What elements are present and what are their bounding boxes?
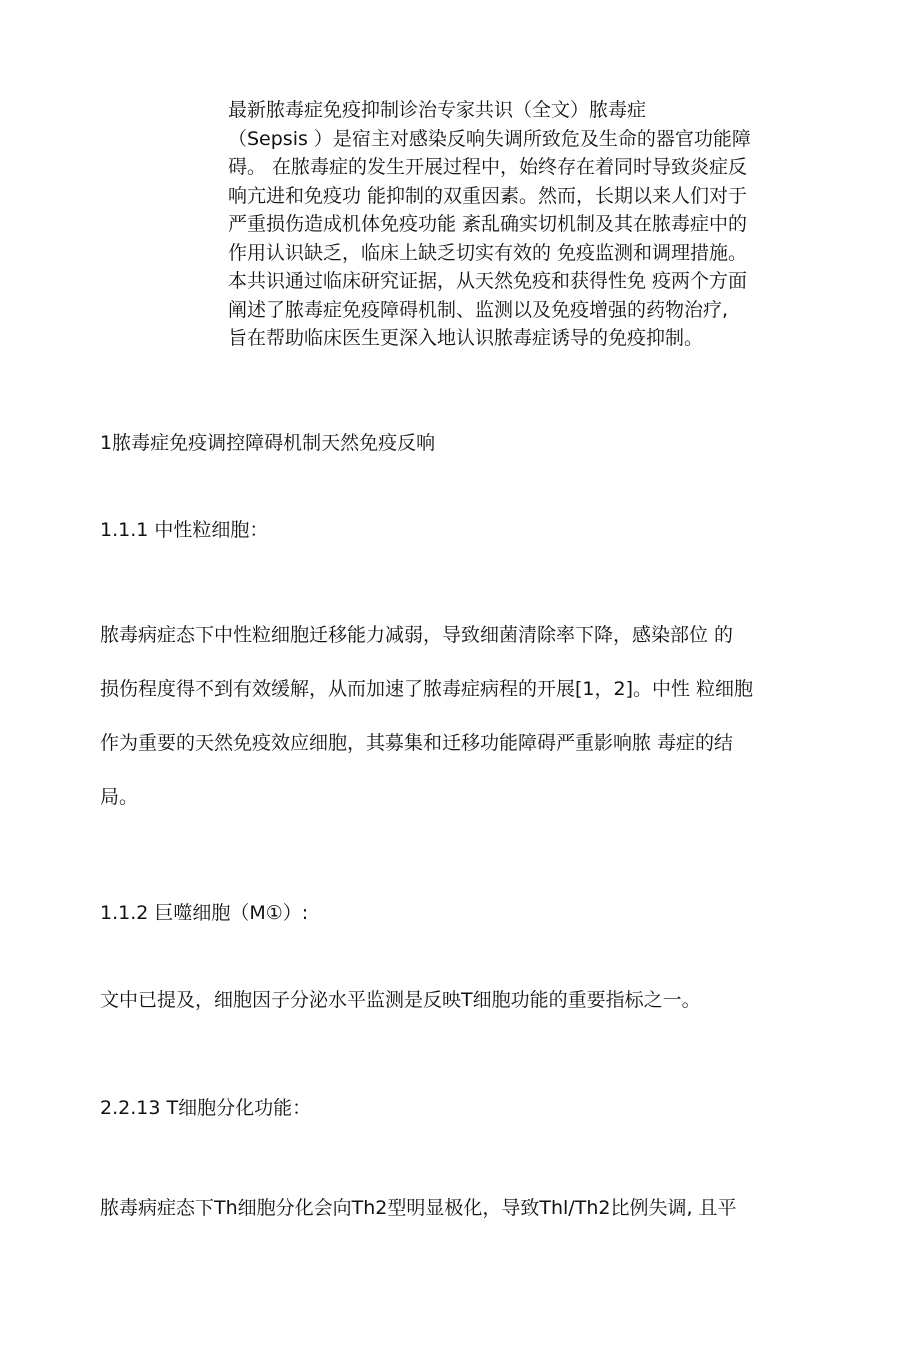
intro-line: 响亢进和免疫功 能抑制的双重因素。然而，长期以来人们对于 — [228, 184, 748, 207]
paragraph-neutrophil — [100, 622, 830, 812]
section-heading-1-1-1: 1.1.1 中性粒细胞： — [100, 519, 269, 541]
intro-line: 旨在帮助临床医生更深入地认识脓毒症诱导的免疫抑制。 — [228, 327, 704, 349]
paragraph-macrophage — [100, 987, 830, 1017]
section-heading-1-1-2: 1.1.2 巨噬细胞（M①）: — [100, 902, 309, 924]
paragraph-t-cell — [100, 1195, 830, 1225]
intro-line: 阐述了脓毒症免疫障碍机制、监测以及免疫增强的药物治疗, — [228, 298, 729, 321]
paragraph-line: 作为重要的天然免疫效应细胞，其募集和迁移功能障碍严重影响脓 毒症的结 — [100, 732, 734, 754]
intro-line: （Sepsis ）是宿主对感染反响失调所致危及生命的器官功能障 — [228, 127, 751, 150]
paragraph-line: 损伤程度得不到有效缓解，从而加速了脓毒症病程的开展[1，2]。中性 粒细胞 — [100, 678, 754, 700]
intro-line: 碍。 在脓毒症的发生开展过程中，始终存在着同时导致炎症反 — [228, 156, 748, 178]
paragraph-line: 文中已提及，细胞因子分泌水平监测是反映T细胞功能的重要指标之一。 — [100, 989, 701, 1011]
paragraph-line: 局。 — [100, 786, 139, 808]
intro-line: 严重损伤造成机体免疫功能 紊乱确实切机制及其在脓毒症中的 — [228, 213, 748, 235]
intro-paragraph — [228, 96, 828, 353]
intro-line: 最新脓毒症免疫抑制诊治专家共识（全文）脓毒症 — [228, 99, 647, 121]
section-heading-1: 1脓毒症免疫调控障碍机制天然免疫反响 — [100, 432, 436, 454]
intro-line: 作用认识缺乏，临床上缺乏切实有效的 免疫监测和调理措施。 — [228, 241, 748, 264]
paragraph-line: 脓毒病症态下中性粒细胞迁移能力减弱，导致细菌清除率下降，感染部位 的 — [100, 624, 734, 646]
section-heading-2-2-13: 2.2.13 T细胞分化功能： — [100, 1097, 312, 1119]
intro-line: 本共识通过临床研究证据，从天然免疫和获得性免 疫两个方面 — [228, 270, 748, 292]
paragraph-line: 脓毒病症态下Th细胞分化会向Th2型明显极化，导致Thl/Th2比例失调, 且平 — [100, 1197, 737, 1219]
